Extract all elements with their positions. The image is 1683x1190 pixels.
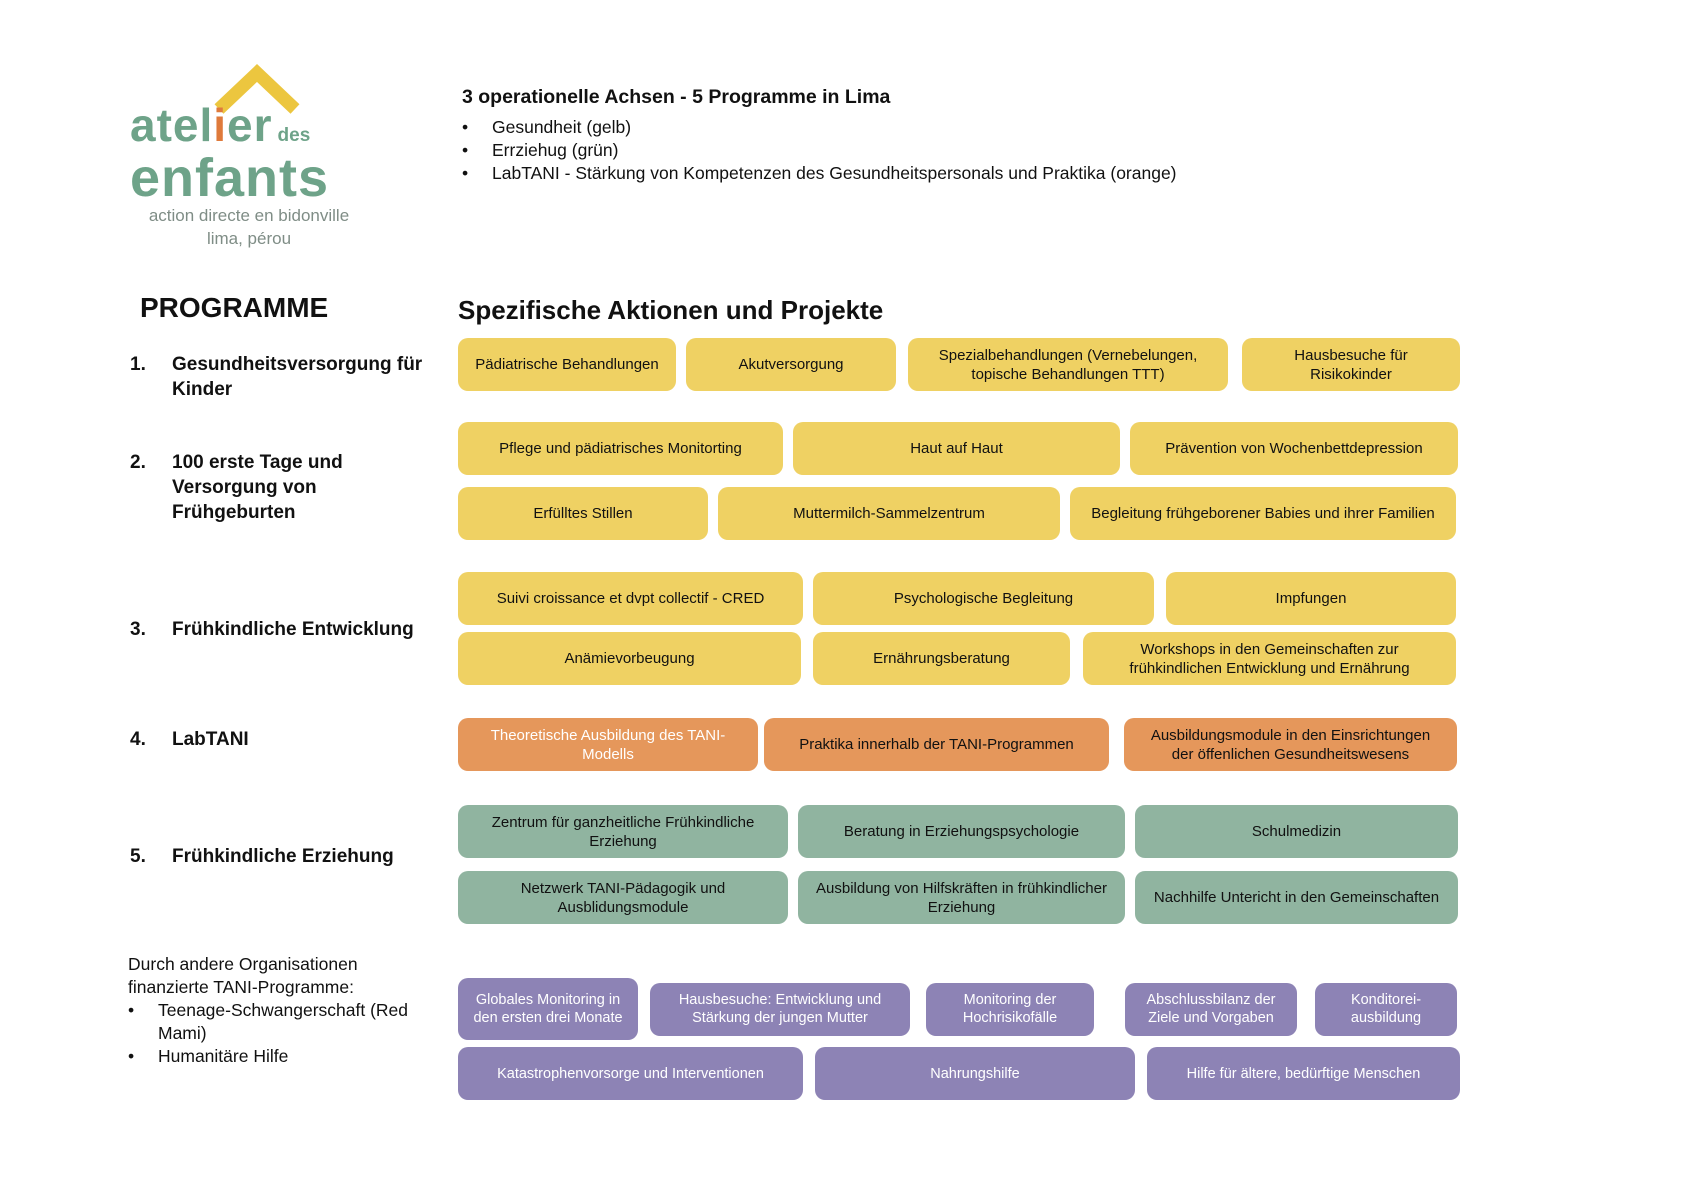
action-box: Haut auf Haut	[793, 422, 1120, 475]
action-box: Suivi croissance et dvpt collectif - CRED	[458, 572, 803, 625]
footnote-bullet-2	[128, 1045, 458, 1068]
logo-tagline-line1: action directe en bidonville	[148, 206, 350, 225]
bullet-dot: •	[462, 117, 469, 137]
actions-row-2	[458, 422, 1458, 475]
action-box: Hausbesuche für Risikokinder	[1242, 338, 1460, 391]
intro-bullet-1	[462, 116, 1222, 139]
action-box: Zentrum für ganzheitliche Frühkindliche Erziehung	[458, 805, 788, 858]
footnote-bullet-2-text: Humanitäre Hilfe	[158, 1046, 289, 1066]
actions-header: Spezifische Aktionen und Projekte	[458, 295, 884, 325]
program-number: 1.	[130, 354, 146, 375]
program-label: Gesundheitsversorgung für Kinder	[172, 354, 423, 400]
logo-text-atel: atel	[130, 99, 214, 151]
logo-orange-i: i	[213, 99, 228, 151]
action-box: Netzwerk TANI-Pädagogik und Ausblidungsmodule	[458, 871, 788, 924]
footnote	[128, 953, 458, 1068]
action-box: Begleitung frühgeborener Babies und ihrer Familien	[1070, 487, 1456, 540]
intro-block	[462, 86, 1222, 185]
programme-header: PROGRAMME	[140, 292, 329, 323]
action-box: Ausbildung von Hilfskräften in frühkindlicher Erziehung	[798, 871, 1125, 924]
action-box: Erfülltes Stillen	[458, 487, 708, 540]
actions-row-3	[458, 487, 1456, 540]
program-label: LabTANI	[172, 729, 249, 750]
bullet-dot: •	[128, 1046, 135, 1066]
logo-tagline	[116, 204, 382, 250]
action-box: Katastrophenvorsorge und Interventionen	[458, 1047, 803, 1100]
action-box: Ernährungsberatung	[813, 632, 1070, 685]
action-box: Akutversorgung	[686, 338, 896, 391]
bullet-dot: •	[462, 163, 469, 183]
actions-row-7	[458, 805, 1458, 858]
actions-row-8	[458, 871, 1458, 924]
intro-title: 3 operationelle Achsen - 5 Programme in Lima	[462, 86, 891, 108]
actions-row-4	[458, 572, 1456, 625]
footnote-intro: Durch andere Organisationen finanzierte TANI-Programme:	[128, 954, 358, 997]
logo-text-er: er	[227, 99, 273, 151]
action-box: Spezialbehandlungen (Vernebelungen, topische Behandlungen TTT)	[908, 338, 1228, 391]
action-box: Theoretische Ausbildung des TANI-Modells	[458, 718, 758, 771]
logo-tagline-line2: lima, pérou	[206, 229, 292, 248]
action-box: Impfungen	[1166, 572, 1456, 625]
footnote-bullet-1-text: Teenage-Schwangerschaft (Red Mami)	[158, 1000, 409, 1043]
program-number: 2.	[130, 452, 146, 473]
program-label: 100 erste Tage und Versorgung von Frühgeburten	[172, 452, 343, 523]
program-number: 4.	[130, 729, 146, 750]
action-box: Pflege und pädiatrisches Monitorting	[458, 422, 783, 475]
program-label: Frühkindliche Entwicklung	[172, 619, 414, 640]
action-box: Abschlussbilanz der Ziele und Vorgaben	[1125, 983, 1297, 1036]
actions-row-1	[458, 338, 1460, 391]
actions-row-5	[458, 632, 1456, 685]
logo	[130, 99, 400, 208]
actions-row-9	[458, 978, 1457, 1040]
actions-row-10	[458, 1047, 1460, 1100]
program-item-3	[130, 617, 472, 642]
program-number: 5.	[130, 846, 146, 867]
action-box: Monitoring der Hochrisikofälle	[926, 983, 1094, 1036]
action-box: Praktika innerhalb der TANI-Programmen	[764, 718, 1109, 771]
actions-row-6	[458, 718, 1457, 771]
action-box: Schulmedizin	[1135, 805, 1458, 858]
bullet-dot: •	[462, 140, 469, 160]
logo-wordmark-atelier	[130, 99, 400, 151]
intro-bullet-1-text: Gesundheit (gelb)	[492, 117, 632, 137]
action-box: Prävention von Wochenbettdepression	[1130, 422, 1458, 475]
logo-wordmark-enfants: enfants	[130, 148, 330, 208]
intro-bullet-3	[462, 162, 1222, 185]
program-item-5	[130, 844, 472, 869]
action-box: Nahrungshilfe	[815, 1047, 1135, 1100]
action-box: Workshops in den Gemeinschaften zur frühkindlichen Entwicklung und Ernährung	[1083, 632, 1456, 685]
action-box: Beratung in Erziehungspsychologie	[798, 805, 1125, 858]
intro-bullet-2-text: Errziehug (grün)	[492, 140, 619, 160]
action-box: Konditorei-ausbildung	[1315, 983, 1457, 1036]
action-box: Nachhilfe Untericht in den Gemeinschaften	[1135, 871, 1458, 924]
action-box: Muttermilch-Sammelzentrum	[718, 487, 1060, 540]
bullet-dot: •	[128, 1000, 135, 1020]
intro-bullet-2	[462, 139, 1222, 162]
intro-bullet-3-text: LabTANI - Stärkung von Kompetenzen des Gesundheitspersonals und Praktika (orange)	[492, 163, 1177, 183]
action-box: Globales Monitoring in den ersten drei Monate	[458, 978, 638, 1040]
program-item-2	[130, 450, 387, 525]
action-box: Hilfe für ältere, bedürftige Menschen	[1147, 1047, 1460, 1100]
logo-wordmark-des: des	[277, 125, 311, 146]
footnote-bullet-1	[128, 999, 458, 1045]
action-box: Hausbesuche: Entwicklung und Stärkung der jungen Mutter	[650, 983, 910, 1036]
program-label: Frühkindliche Erziehung	[172, 846, 394, 867]
program-item-1	[130, 352, 464, 402]
action-box: Anämievorbeugung	[458, 632, 801, 685]
action-box: Ausbildungsmodule in den Einsrichtungen der öffenlichen Gesundheitswesens	[1124, 718, 1457, 771]
program-item-4	[130, 727, 472, 752]
action-box: Pädiatrische Behandlungen	[458, 338, 676, 391]
action-box: Psychologische Begleitung	[813, 572, 1154, 625]
program-number: 3.	[130, 619, 146, 640]
